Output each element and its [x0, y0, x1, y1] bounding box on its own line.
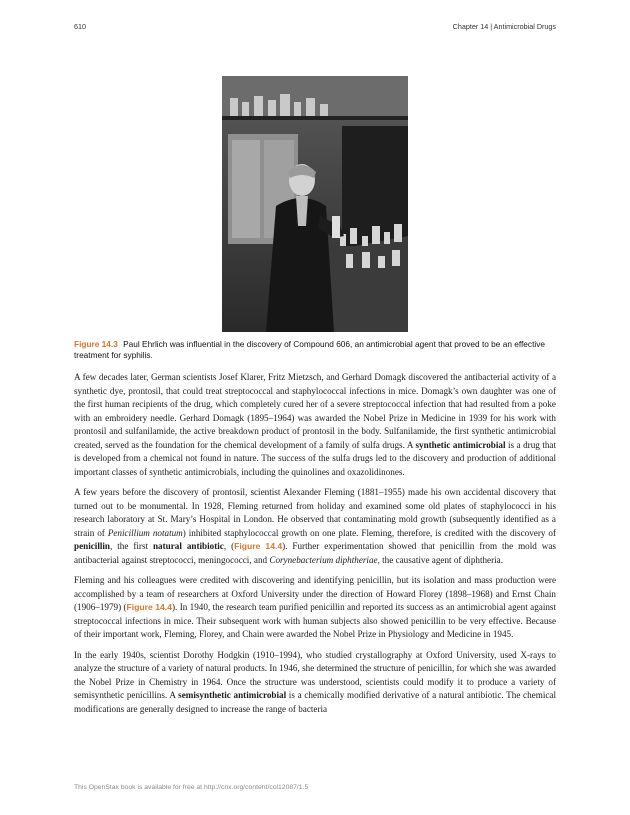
figure-link[interactable]: Figure 14.4: [234, 541, 283, 551]
text-run: A few decades later, German scientists Josef Klarer, Fritz Mietzsch, and Gerhard Domagk discovered the antibacterial activity of a synthetic dye, prontosil, that could treat streptococcal and staphylococcal infections in mice. Domagk’s own daughter was one of the first human recipients of the drug, which completely cured her of a severe streptococcal infection that had resulted from a poke with an embroidery needle. Gerhard Domagk (1895–1964) was awarded the Nobel Prize in Medicine in 1939 for his work with prontosil and sulfanilamide, the active breakdown product of prontosil in the body. Sulfanilamide, the first synthetic antimicrobial created, served as the foundation for the chemical development of a family of sulfa drugs. A: [74, 372, 556, 450]
text-run: , the causative agent of diphtheria.: [377, 554, 503, 565]
figure-label: Figure 14.3: [74, 339, 118, 349]
body-text: [74, 371, 556, 723]
species-name: Corynebacterium diphtheriae: [269, 554, 378, 565]
key-term: synthetic antimicrobial: [415, 439, 506, 450]
chapter-title: Chapter 14 | Antimicrobial Drugs: [452, 22, 556, 31]
figure-caption: [74, 339, 556, 361]
text-run: Fleming and his colleagues were credited with discovering and identifying penicillin, but its isolation and mass production were accomplished by a team of researchers at Oxford University under the direction of Howard Florey (1898–1968) and Ernst Chain (1906–1979) (: [74, 575, 556, 612]
text-run: is a chemically modified derivative of a natural antibiotic. The chemical modifications are generally designed to increase the range of bacteria: [74, 690, 556, 714]
paragraph-4: [74, 649, 556, 717]
species-name: Penicillium notatum: [107, 527, 183, 538]
paragraph-2: [74, 486, 556, 567]
text-run: ) inhibited staphylococcal growth on one plate. Fleming, therefore, is credited with the discovery of: [182, 527, 556, 538]
ehrlich-photograph: [222, 76, 408, 332]
paragraph-1: [74, 371, 556, 479]
text-run: ). Further experimentation showed that penicillin from the mold was antibacterial against streptococci, meningococci, and: [74, 541, 556, 565]
running-header: [74, 22, 556, 34]
figure-link[interactable]: Figure 14.4: [126, 602, 173, 612]
page-footer: This OpenStax book is available for free at http://cnx.org/content/col12087/1.5: [74, 784, 309, 791]
text-run: is a drug that is developed from a chemical not found in nature. The success of the sulfa drugs led to the discovery and production of additional important classes of synthetic antimicrobials, including the quinolines and oxazolidinones.: [74, 439, 557, 477]
text-run: , (: [223, 541, 235, 551]
paragraph-3: [74, 574, 556, 642]
text-run: ). In 1940, the research team purified penicillin and reported its success as an antimicrobial agent against streptococcal infections in mice. Their subsequent work with human subjects also showed penicillin to be very effective. Because of their important work, Fleming, Florey, and Chain were awarded the Nobel Prize in Physiology and Medicine in 1945.: [74, 602, 556, 639]
page-number: 610: [74, 22, 86, 31]
text-run: In the early 1940s, scientist Dorothy Hodgkin (1910–1994), who studied crystallography at Oxford University, used X-rays to analyze the structure of a variety of natural products. In 1946, she determined the structure of penicillin, for which she was awarded the Nobel Prize in Chemistry in 1964. Once the structure was understood, scientists could modify it to produce a variety of semisynthetic penicillins. A: [74, 649, 556, 700]
text-run: , the first: [110, 541, 153, 551]
key-term: semisynthetic antimicrobial: [178, 690, 287, 700]
key-term: natural antibiotic: [152, 541, 224, 551]
text-run: A few years before the discovery of prontosil, scientist Alexander Fleming (1881–1955) made his own accidental discovery that turned out to be monumental. In 1928, Fleming returned from holiday and examined some old plates of staphylococci in his research laboratory at St. Mary’s Hospital in London. He observed that contaminating mold growth (subsequently identified as a strain of: [74, 487, 556, 538]
key-term: penicillin: [74, 541, 111, 551]
figure-caption-text: Paul Ehrlich was influential in the discovery of Compound 606, an antimicrobial agent that proved to be an effective treatment for syphilis.: [74, 339, 545, 360]
